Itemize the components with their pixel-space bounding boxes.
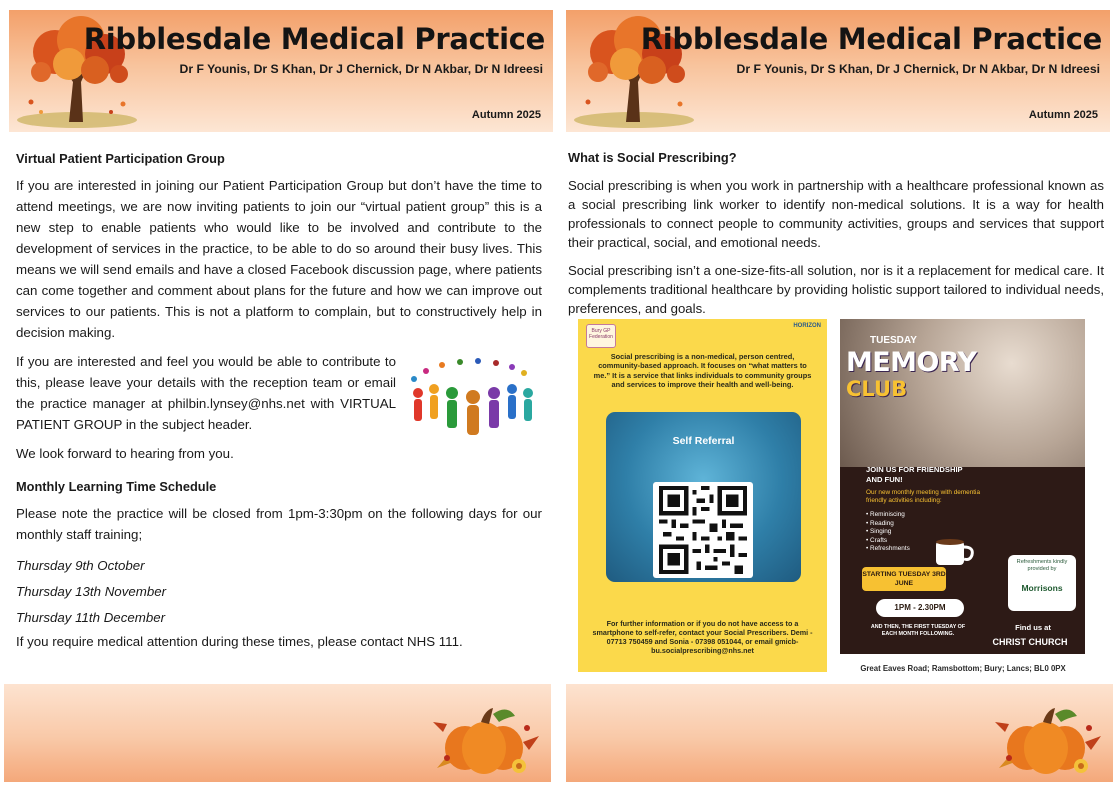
sponsor-box — [1008, 555, 1076, 611]
pumpkin-illustration — [423, 692, 545, 782]
mlt-heading: Monthly Learning Time Schedule — [16, 479, 217, 494]
bury-gp-federation-logo: Bury GP Federation — [586, 324, 616, 348]
vpg-paragraph-1: If you are interested in joining our Patient Participation Group but don’t have the time to attend meetings, we are now inviting patients to join our “virtual patient group” this is a new step to enable patients who would like to be involved and contribute to the development of services in the practice, to be able to do so around their busy lives. This means we will send emails and have a closed Facebook discussion page, where patients can come together and comment about plans for the future and how we can improve out services to our patients. This is not a platform to complain, but to constructively help in decision making. — [16, 178, 542, 340]
doctors-list: Dr F Younis, Dr S Khan, Dr J Chernick, Dr N Akbar, Dr N Idreesi — [736, 62, 1100, 76]
doctors-list: Dr F Younis, Dr S Khan, Dr J Chernick, Dr N Akbar, Dr N Idreesi — [179, 62, 543, 76]
sp-paragraph-1: Social prescribing is when you work in partnership with a healthcare professional known as a social prescribing link worker to identify non-medical solutions. It is a way for health professionals to connect people to community activities, groups and services that support their practical, social, and emotional needs. — [568, 178, 1104, 250]
poster-description: Our new monthly meeting with dementia friendly activities including: — [866, 489, 981, 504]
people-circle-illustration — [398, 353, 548, 437]
self-referral-title: Self Referral — [672, 435, 735, 447]
closure-date: Thursday 11th December — [16, 610, 166, 625]
sp-paragraph-2: Social prescribing isn’t a one-size-fits-all solution, nor is it a replacement for medical care. It complements traditional healthcare by providing holistic support tailored to individual needs, preferences, and goals. — [568, 263, 1104, 316]
memory-club-poster — [840, 319, 1085, 654]
activity-item: • Singing — [866, 528, 910, 537]
qr-code-icon — [657, 486, 749, 574]
pumpkin-illustration — [985, 692, 1107, 782]
start-date-badge: STARTING TUESDAY 3RD JUNE — [862, 567, 946, 591]
horizon-logo: HORIZON — [793, 323, 821, 329]
sponsor-caption: Refreshments kindly provided by — [1016, 559, 1068, 572]
mlt-paragraph-2: If you require medical attention during these times, please contact NHS 111. — [16, 634, 463, 649]
coffee-cup-icon — [930, 533, 978, 569]
poster-title-memory: MEMORY — [846, 347, 977, 378]
activity-item: • Refreshments — [866, 545, 910, 554]
activity-item: • Crafts — [866, 537, 910, 546]
poster-contact-text: For further information or if you do not have access to a smartphone to self-refer, contact your Social Prescribers. Demi - 07713 750459 and Sonia - 07398 051044, or email gmicb-bu.socialprescribing@nhs.net — [592, 619, 813, 655]
newsletter-page-right — [564, 0, 1112, 790]
practice-name: Ribblesdale Medical Practice — [640, 22, 1102, 56]
poster-day-label: TUESDAY — [870, 335, 917, 346]
venue-caption: Find us at — [1015, 623, 1051, 632]
closure-date: Thursday 9th October — [16, 558, 145, 573]
recurrence-text: AND THEN, THE FIRST TUESDAY OF EACH MONTH FOLLOWING. — [870, 624, 966, 637]
mlt-paragraph-1: Please note the practice will be closed from 1pm-3:30pm on the following days for our monthly staff training; — [16, 506, 542, 542]
edition-season: Autumn 2025 — [471, 109, 541, 121]
closure-date: Thursday 13th November — [16, 584, 167, 599]
practice-name: Ribblesdale Medical Practice — [83, 22, 545, 56]
vpg-paragraph-3: We look forward to hearing from you. — [16, 446, 234, 461]
activity-list — [866, 511, 910, 554]
vpg-paragraph-2: If you are interested and feel you would be able to contribute to this, please leave your details with the reception team or email the practice manager at philbin.lynsey@nhs.net with VIRTUAL PATIENT GROUP in the subject header. — [16, 354, 396, 432]
edition-season: Autumn 2025 — [1028, 109, 1098, 121]
vpg-contact-block — [16, 351, 542, 435]
activity-item: • Reminiscing — [866, 511, 910, 520]
newsletter-footer — [566, 684, 1113, 782]
sp-heading: What is Social Prescribing? — [568, 150, 737, 165]
venue-address: Great Eaves Road; Ramsbottom; Bury; Lancs; BL0 0PX — [860, 664, 1066, 673]
poster-title-club: CLUB — [846, 377, 908, 401]
self-referral-panel — [606, 412, 801, 582]
time-badge: 1PM - 2.30PM — [876, 599, 964, 617]
newsletter-header — [566, 10, 1110, 132]
newsletter-header — [9, 10, 553, 132]
venue-name: CHRIST CHURCH — [992, 637, 1068, 647]
activity-item: • Reading — [866, 520, 910, 529]
poster-join-text: JOIN US FOR FRIENDSHIP AND FUN! — [866, 465, 963, 484]
social-prescribing-poster — [578, 319, 827, 672]
newsletter-page-left — [4, 0, 552, 790]
vpg-heading: Virtual Patient Participation Group — [16, 151, 225, 166]
right-column-content — [568, 148, 1104, 327]
poster-intro-text: Social prescribing is a non-medical, person centred, community-based approach. It focuses on “what matters to me.” It is a service that links individuals to community groups and services to improve their health and well-being. — [593, 352, 812, 390]
morrisons-logo: Morrisons — [1021, 583, 1063, 593]
newsletter-footer — [4, 684, 551, 782]
left-column-content — [16, 148, 542, 660]
qr-code[interactable] — [653, 482, 753, 578]
